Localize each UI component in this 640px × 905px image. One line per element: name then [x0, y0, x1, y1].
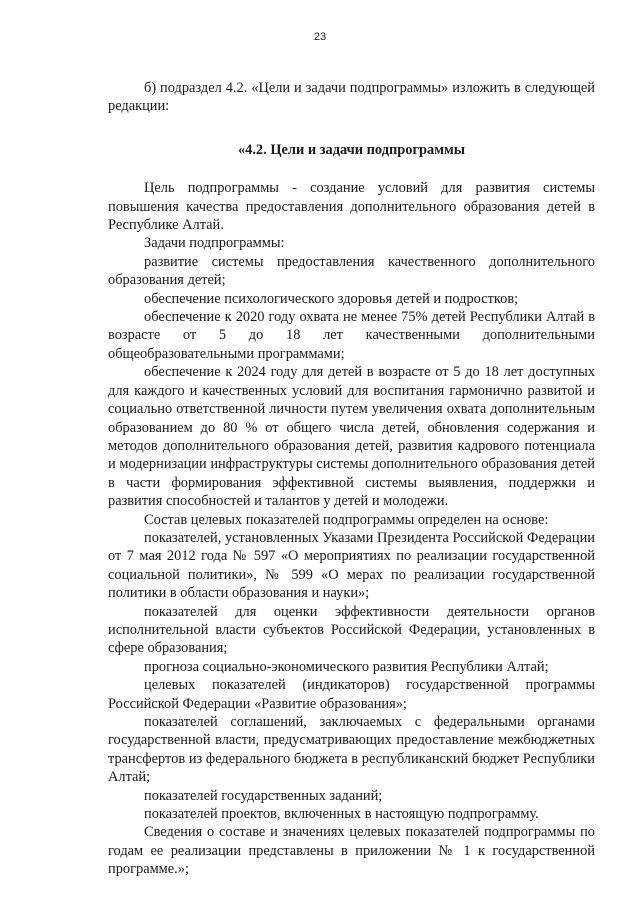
paragraph-appendix-reference: Сведения о составе и значениях целевых показателей подпрограммы по годам ее реализации представлены в приложении № 1 к государственной программе.»; — [108, 824, 595, 878]
paragraph-task-2: обеспечение психологического здоровья детей и подростков; — [144, 290, 519, 307]
paragraph-goal: Цель подпрограммы - создание условий для развития системы повышения качества предоставления дополнительного образования детей в Республике Алтай. — [108, 180, 595, 234]
paragraph-basis-agreements: показателей соглашений, заключаемых с федеральными органами государственной власти, предусматривающих предоставление межбюджетных трансфертов из федерального бюджета в республиканский бюджет Республики Алтай; — [108, 714, 595, 786]
paragraph-basis-projects: показателей проектов, включенных в настоящую подпрограмму. — [144, 806, 539, 823]
intro-paragraph: б) подраздел 4.2. «Цели и задачи подпрограммы» изложить в следующей редакции: — [108, 80, 595, 115]
paragraph-basis-forecast: прогноза социально-экономического развития Республики Алтай; — [144, 658, 549, 675]
paragraph-task-4: обеспечение к 2024 году для детей в возрасте от 5 до 18 лет доступных для каждого и качественных условий для воспитания гармонично развитой и социально ответственной личности путем увеличения охвата дополнительным образованием до 80 % от общего числа детей, обновления содержания и методов дополнительного образования детей, развития кадрового потенциала и модернизации инфраструктуры системы дополнительного образования детей в части формирования эффективной системы выявления, поддержки и развития способностей и талантов у детей и молодежи. — [108, 364, 595, 510]
paragraph-basis-decrees: показателей, установленных Указами Президента Российской Федерации от 7 мая 2012 года № 597 «О мероприятиях по реализации государственной социальной политики», № 599 «О мерах по реализации государственной политики в области образования и науки»; — [108, 529, 595, 602]
paragraph-basis-federal-program: целевых показателей (индикаторов) государственной программы Российской Федерации «Развитие образования»; — [108, 677, 595, 712]
paragraph-basis-state-tasks: показателей государственных заданий; — [144, 787, 383, 804]
paragraph-task-1: развитие системы предоставления качественного дополнительного образования детей; — [108, 253, 595, 289]
page-number: 23 — [313, 31, 327, 43]
section-heading: «4.2. Цели и задачи подпрограммы — [237, 141, 466, 158]
paragraph-basis-efficiency: показателей для оценки эффективности деятельности органов исполнительной власти субъектов Российской Федерации, установленных в сфере образования; — [108, 603, 595, 657]
paragraph-task-3: обеспечение к 2020 году охвата не менее 75% детей Республики Алтай в возрасте от 5 до 18 лет качественными дополнительными общеобразовательными программами; — [108, 309, 595, 362]
paragraph-indicators-basis: Состав целевых показателей подпрограммы определен на основе: — [144, 511, 549, 528]
document-body — [108, 79, 595, 879]
paragraph-tasks-title: Задачи подпрограммы: — [144, 235, 285, 252]
